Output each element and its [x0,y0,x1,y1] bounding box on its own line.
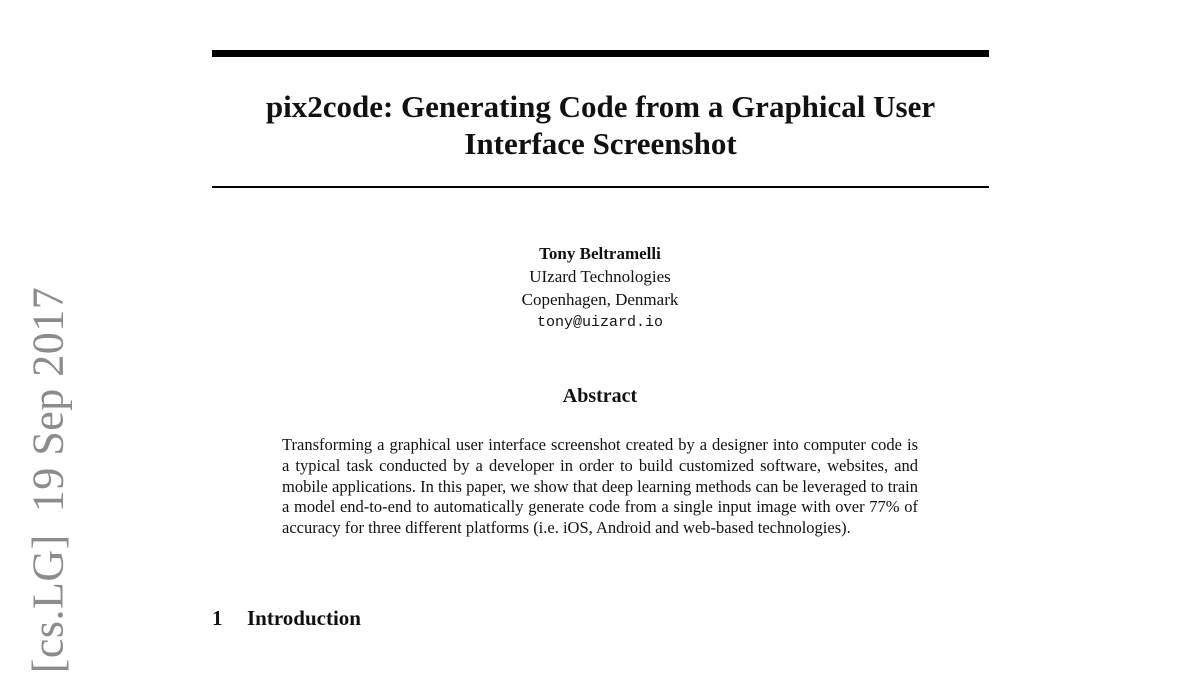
title-bottom-rule [212,186,989,188]
arxiv-identifier-stamp [23,287,74,673]
author-block [400,242,800,334]
abstract-heading: Abstract [562,385,638,407]
section-heading [212,604,361,632]
author-email: tony@uizard.io [536,314,664,331]
abstract-text: Transforming a graphical user interface screenshot created by a designer into computer code is a typical task conducted by a developer in order to build customized software, websites, and mobile applications. In this paper, we show that deep learning methods can be leveraged to train a model end-to-end to automatically generate code from a single input image with over 77% of accuracy for three different platforms (i.e. iOS, Android and web-based technologies). [282,435,918,538]
paper-title: pix2code: Generating Code from a Graphical User Interface Screenshot [265,89,936,161]
section-title: Introduction [247,606,361,630]
arxiv-date: 19 Sep 2017 [23,286,73,513]
author-name: Tony Beltramelli [539,244,661,263]
author-location: Copenhagen, Denmark [521,290,679,309]
arxiv-category: [cs.LG] [23,534,73,673]
author-affiliation: UIzard Technologies [529,267,671,286]
section-number: 1 [212,606,223,630]
title-top-rule [212,50,989,57]
